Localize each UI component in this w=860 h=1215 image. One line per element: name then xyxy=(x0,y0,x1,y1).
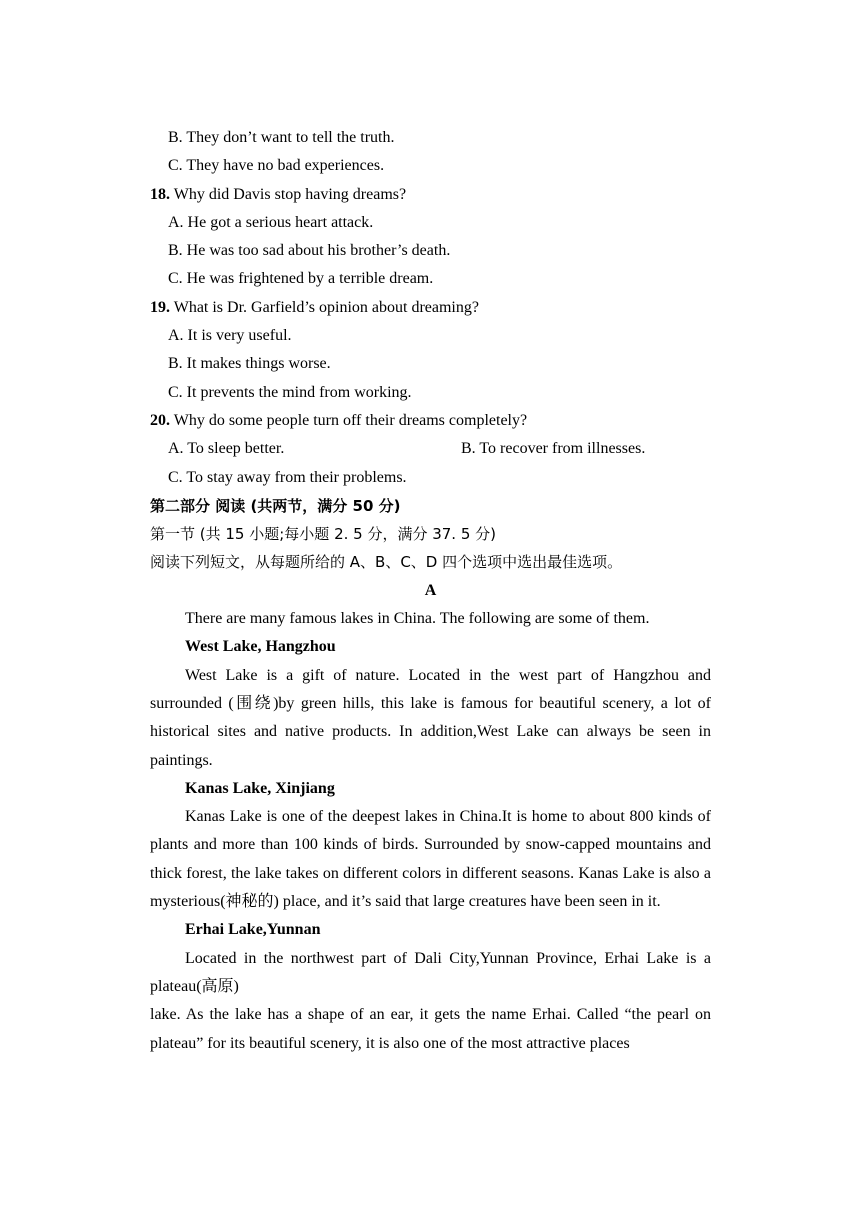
q20-options-ab xyxy=(150,435,711,463)
instruction-text: 阅读下列短文，从每题所给的 A、B、C、D 四个选项中选出最佳选项。 xyxy=(150,553,623,572)
question-number: 20. xyxy=(150,411,170,429)
q20-option-a: A. To sleep better. xyxy=(168,440,285,458)
section-subheading: 第一节 (共 15 小题;每小题 2. 5 分，满分 37. 5 分) xyxy=(150,525,497,544)
q17-option-c: C. They have no bad experiences. xyxy=(168,157,385,175)
q20-option-b: B. To recover from illnesses. xyxy=(461,440,646,458)
q18-option-b: B. He was too sad about his brother’s death. xyxy=(168,242,451,260)
question-text: What is Dr. Garfield’s opinion about dreaming? xyxy=(170,298,479,316)
q18-option-a: A. He got a serious heart attack. xyxy=(168,213,374,231)
page-content xyxy=(150,124,711,1058)
lake-paragraph-erhai-lake: Located in the northwest part of Dali City,Yunnan Province, Erhai Lake is a plateau(高原) xyxy=(150,949,711,995)
question-19 xyxy=(150,294,711,322)
q19-option-b: B. It makes things worse. xyxy=(168,355,331,373)
question-text: Why do some people turn off their dreams completely? xyxy=(170,411,528,429)
lake-title-west-lake: West Lake, Hangzhou xyxy=(185,638,336,656)
passage-intro: There are many famous lakes in China. The following are some of them. xyxy=(185,610,650,628)
passage-label: A xyxy=(424,581,437,599)
q19-option-a: A. It is very useful. xyxy=(168,327,292,345)
q17-option-b: B. They don’t want to tell the truth. xyxy=(168,129,395,146)
q19-option-c: C. It prevents the mind from working. xyxy=(168,383,412,401)
lake-paragraph-west-lake: West Lake is a gift of nature. Located in the west part of Hangzhou and surrounded (围绕)by green hills, this lake is famous for beautiful scenery, a lot of historical sites and native products. In addition,West Lake can always be seen in paintings. xyxy=(150,666,711,769)
question-number: 18. xyxy=(150,185,170,203)
lake-paragraph-erhai-lake-cont: lake. As the lake has a shape of an ear, it gets the name Erhai. Called “the pearl on plateau” for its beautiful scenery, it is also one of the most attractive places xyxy=(150,1006,711,1052)
lake-title-erhai-lake: Erhai Lake,Yunnan xyxy=(185,921,321,939)
lake-title-kanas-lake: Kanas Lake, Xinjiang xyxy=(185,779,335,797)
q18-option-c: C. He was frightened by a terrible dream. xyxy=(168,270,434,288)
question-18 xyxy=(150,181,711,209)
q20-option-c: C. To stay away from their problems. xyxy=(168,468,407,486)
question-number: 19. xyxy=(150,298,170,316)
section-heading: 第二部分 阅读 (共两节，满分 50 分) xyxy=(150,496,401,515)
question-20 xyxy=(150,407,711,435)
question-text: Why did Davis stop having dreams? xyxy=(170,185,407,203)
lake-paragraph-kanas-lake: Kanas Lake is one of the deepest lakes in China.It is home to about 800 kinds of plants and more than 100 kinds of birds. Surrounded by snow-capped mountains and thick forest, the lake takes on different colors in different seasons. Kanas Lake is also a mysterious(神秘的) place, and it’s said that large creatures have been seen in it. xyxy=(150,808,711,911)
